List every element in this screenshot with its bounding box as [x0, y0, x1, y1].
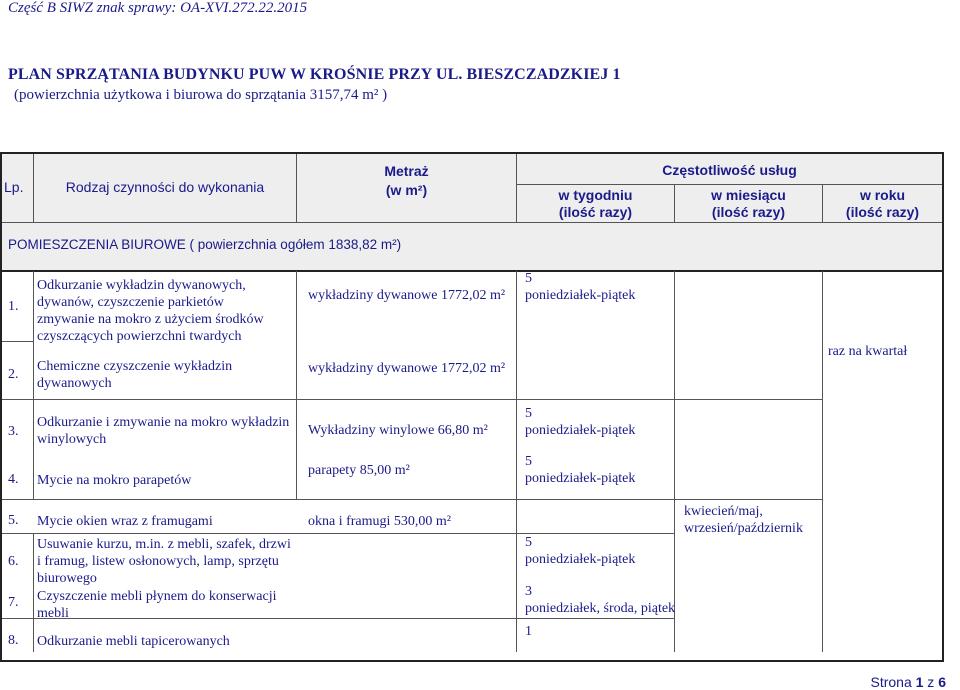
row-1-week-days: poniedziałek-piątek [525, 288, 636, 303]
row-4-area: parapety 85,00 m² [308, 463, 410, 478]
body-divider [2, 499, 822, 500]
row-4-week-days: poniedziałek-piątek [525, 471, 636, 486]
page-footer [870, 674, 946, 690]
row-3-area: Wykładziny winylowe 66,80 m² [308, 423, 488, 438]
row-3-week-count: 5 [525, 406, 532, 421]
row-4-lp: 4. [8, 472, 19, 487]
row-6-activity-line: i framug, listew osłonowych, lamp, sprzętu [37, 554, 279, 569]
row-5-activity: Mycie okien wraz z framugami [37, 514, 213, 529]
body-divider [2, 399, 822, 400]
header-year: w roku [859, 187, 906, 203]
page-title: PLAN SPRZĄTANIA BUDYNKU PUW W KROŚNIE PRZY UL. BIESZCZADZKIEJ 1 [8, 66, 621, 83]
header-lp: Lp. [4, 179, 24, 195]
header-month: w miesiącu [711, 187, 786, 203]
body-divider [296, 271, 297, 499]
row-1-area: wykładziny dywanowe 1772,02 m² [308, 288, 506, 303]
row-1-activity-line: Odkurzanie wykładzin dywanowych, [37, 278, 246, 293]
body-divider [674, 271, 675, 652]
header-month-unit: (ilość razy) [711, 204, 786, 220]
body-divider [822, 271, 823, 652]
row-6-lp: 6. [8, 554, 19, 569]
row-1-activity [37, 277, 264, 345]
row-5-year-2: wrzesień/październik [684, 521, 803, 536]
header-year-unit: (ilość razy) [845, 204, 920, 220]
row-5-year-1: kwiecień/maj, [684, 504, 763, 519]
row-5-lp: 5. [8, 513, 19, 528]
row-1-week-count: 5 [525, 271, 532, 286]
row-8-lp: 8. [8, 633, 19, 648]
row-4-activity: Mycie na mokro parapetów [37, 473, 192, 488]
row-7-week-count: 3 [525, 584, 532, 599]
row-2-activity-line: dywanowych [37, 376, 112, 391]
row-8-week-count: 1 [525, 624, 532, 639]
header-frequency: Częstotliwość usług [662, 162, 797, 178]
row-8-activity: Odkurzanie mebli tapicerowanych [37, 634, 230, 649]
body-divider [516, 499, 517, 652]
body-divider [33, 533, 34, 652]
row-7-lp: 7. [8, 595, 19, 610]
body-divider [33, 271, 34, 499]
row-2-area: wykładziny dywanowe 1772,02 m² [308, 361, 506, 376]
body-divider [516, 271, 517, 499]
row-3-activity [37, 414, 289, 448]
row-1-lp: 1. [8, 299, 19, 314]
header-week: w tygodniu [558, 187, 633, 203]
row-3-activity-line: winylowych [37, 432, 107, 447]
row-3-activity-line: Odkurzanie i zmywanie na mokro wykładzin [37, 415, 290, 430]
page-subtitle: (powierzchnia użytkowa i biurowa do sprzątania 3157,74 m² ) [14, 87, 388, 103]
row-1-activity-line: zmywanie na mokro z użyciem środków [37, 312, 264, 327]
row-4-week-count: 5 [525, 454, 532, 469]
body-divider [2, 341, 33, 342]
footer-page-total: 6 [938, 674, 946, 690]
row-7-week-days: poniedziałek, środa, piątek [525, 601, 676, 616]
table-section-row [2, 222, 942, 272]
document-reference: Część B SIWZ znak sprawy: OA-XVI.272.22.2015 [8, 0, 308, 16]
row-2-activity-line: Chemiczne czyszczenie wykładzin [37, 359, 233, 374]
header-divider [516, 184, 942, 185]
row-7-activity-line: Czyszczenie mebli płynem do konserwacji [37, 589, 277, 604]
row-6-activity [37, 536, 291, 587]
header-area: Metraż [384, 163, 429, 179]
header-week-unit: (ilość razy) [558, 204, 633, 220]
row-6-week-count: 5 [525, 535, 532, 550]
row-5-area: okna i framugi 530,00 m² [308, 514, 452, 529]
body-divider [2, 533, 674, 534]
row-6-activity-line: biurowego [37, 571, 97, 586]
footer-prefix: Strona [870, 674, 916, 690]
row-6-week-days: poniedziałek-piątek [525, 552, 636, 567]
row-6-activity-line: Usuwanie kurzu, m.in. z mebli, szafek, drzwi [37, 537, 291, 552]
footer-page-number: 1 [915, 674, 924, 690]
row-3-week-days: poniedziałek-piątek [525, 423, 636, 438]
header-area-unit: (w m²) [385, 182, 428, 198]
cleaning-plan-table [0, 152, 944, 662]
row-2-year: raz na kwartał [828, 344, 908, 359]
row-1-activity-line: czyszczących powierzchni twardych [37, 329, 242, 344]
header-activity: Rodzaj czynności do wykonania [65, 179, 265, 195]
footer-mid: z [923, 674, 939, 690]
section-label: POMIESZCZENIA BIUROWE ( powierzchnia ogółem 1838,82 m²) [8, 237, 402, 252]
row-7-activity [37, 588, 276, 622]
row-3-lp: 3. [8, 424, 19, 439]
row-7-activity-line: mebli [37, 606, 69, 621]
row-2-activity [37, 358, 232, 392]
row-2-lp: 2. [8, 367, 19, 382]
row-1-activity-line: dywanów, czyszczenie parkietów [37, 295, 224, 310]
